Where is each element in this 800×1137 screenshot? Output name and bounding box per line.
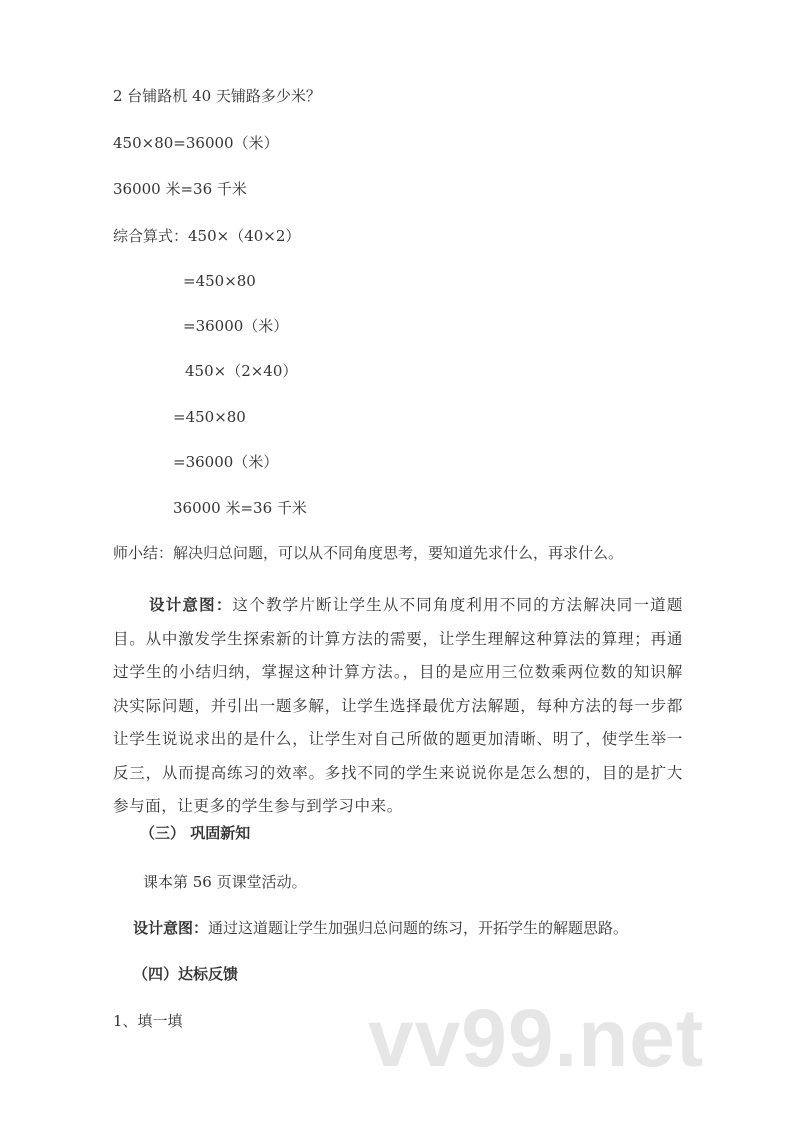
design-intent-label: 设计意图： [133, 919, 209, 937]
design-intent-paragraph [113, 589, 683, 824]
design-intent-text: 通过这道题让学生加强归总问题的练习，开拓学生的解题思路。 [208, 919, 629, 937]
calc-line: =450×80 [173, 408, 246, 426]
question-line: 2 台铺路机 40 天铺路多少米？ [113, 87, 321, 105]
design-intent-2 [133, 918, 628, 938]
teacher-summary: 师小结：解决归总问题，可以从不同角度思考，要知道先求什么，再求什么。 [113, 544, 624, 562]
design-intent-label: 设计意图： [149, 596, 233, 614]
calc-line: 36000 米=36 千米 [173, 499, 307, 517]
calc-line: 450×（2×40） [185, 362, 298, 380]
exercise-item: 1、填一填 [113, 1012, 183, 1030]
calc-line: =450×80 [183, 272, 256, 290]
calc-line: =36000（米） [183, 317, 289, 335]
section-heading: （四）达标反馈 [133, 965, 239, 983]
section-text: 课本第 56 页课堂活动。 [143, 873, 307, 891]
combined-formula: 综合算式：450×（40×2） [113, 227, 301, 245]
calc-line: 36000 米=36 千米 [113, 180, 247, 198]
design-intent-text: 这个教学片断让学生从不同角度利用不同的方法解决同一道题目。从中激发学生探索新的计算方法的需要，让学生理解这种算法的算理；再通过学生的小结归纳，掌握这种计算方法。，目的是应用三位数乘两位数的知识解决实际问题，并引出一题多解，让学生选择最优方法解题，每种方法的每一步都让学生说说求出的是什么，让学生对自己所做的题更加清晰、明了，使学生举一反三，从而提高练习的效率。多找不同的学生来说说你是怎么想的，目的是扩大参与面，让更多的学生参与到学习中来。 [113, 596, 683, 815]
calc-line: =36000（米） [173, 453, 279, 471]
calc-line: 450×80=36000（米） [113, 134, 279, 152]
section-heading: （三） 巩固新知 [140, 824, 251, 842]
watermark: vv99.net [368, 993, 705, 1084]
